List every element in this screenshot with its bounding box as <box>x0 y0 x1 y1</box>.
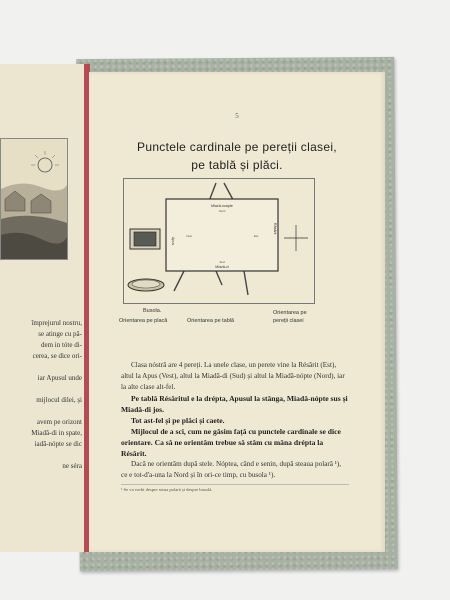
left-line: dem in tóte di- <box>40 341 82 349</box>
left-line <box>2 384 82 395</box>
board-inner-right: Est <box>254 234 259 238</box>
left-line: mijlocul dilei, și <box>36 396 82 404</box>
left-line <box>2 362 82 373</box>
left-line <box>2 450 82 461</box>
caption-slate: Orientarea pe placă <box>119 318 168 324</box>
left-line: se atinge cu pă- <box>38 330 82 338</box>
caption-board: Orientarea pe tablă <box>187 318 235 324</box>
board-top-sub: Nord <box>218 209 226 213</box>
slate-shape <box>134 232 156 246</box>
paragraph-stars: Dacă ne orientăm după stele. Nóptea, când e senin, după steaua polară ¹), ce e tot-d'a-una la Nord și în ori-ce timp, cu busola ¹). <box>121 460 342 479</box>
board-inner-left: Vest <box>186 234 192 238</box>
left-page-text <box>2 318 82 472</box>
left-line: iadă-nópte se dic <box>34 440 82 448</box>
paragraph-board: Pe tablă Résăritul e la drépta, Apusul la stânga, Miadă-nópte sus și Miadă-di jos. <box>121 394 348 414</box>
board-left-label: Apus <box>171 237 175 246</box>
orientation-figure <box>123 178 315 304</box>
left-line: împrejurul nostru, <box>31 319 82 327</box>
paragraph-orientation: Mijlocul de a sci, cum ne găsim față cu punctele cardinale se dice orientare. Ca să ne orientăm trebue să stăm cu mâna drépta la Résărit. <box>121 427 341 458</box>
caption-walls-2: pereții clasei <box>273 318 304 324</box>
left-page <box>0 64 87 552</box>
footnote: ¹ Se va vorbi despre steua polară și despre busolă. <box>121 484 349 492</box>
left-page-illustration <box>0 138 68 260</box>
page-title <box>109 138 365 174</box>
left-line: avem pe orizont <box>36 418 82 426</box>
paragraph-walls: Clasa nóstră are 4 pereți. La unele clase, un perete vine la Résărit (Est), altul la Apus (Vest), altul la Miadă-di (Sud) și altul la Miadă-nópte (Nord), iar la alte clase alt-fel. <box>121 361 345 391</box>
left-line: ne séra <box>62 462 82 470</box>
caption-compass: Busola. <box>143 308 162 314</box>
left-line <box>2 406 82 417</box>
board-bottom-label: Miază-zi <box>215 265 229 269</box>
left-line: cerea, se dice ori- <box>32 352 82 360</box>
page-body <box>121 360 349 481</box>
title-line-2: pe tablă și plăci. <box>191 158 283 172</box>
left-line: iar Apusul unde <box>37 374 82 382</box>
right-page <box>89 72 385 552</box>
page-number: 5 <box>235 112 239 120</box>
caption-walls-1: Orientarea pe <box>273 310 307 316</box>
board-top-label: Miază-noapte <box>211 204 233 208</box>
paragraph-slate: Tot ast-fel și pe plăci și caete. <box>131 416 225 425</box>
left-line: Miadă-di in spate, <box>31 429 82 437</box>
board-bottom-sub: Sud <box>219 260 225 264</box>
board-right-label: Răsărit <box>273 223 277 235</box>
title-line-1: Punctele cardinale pe pereții clasei, <box>137 140 337 154</box>
